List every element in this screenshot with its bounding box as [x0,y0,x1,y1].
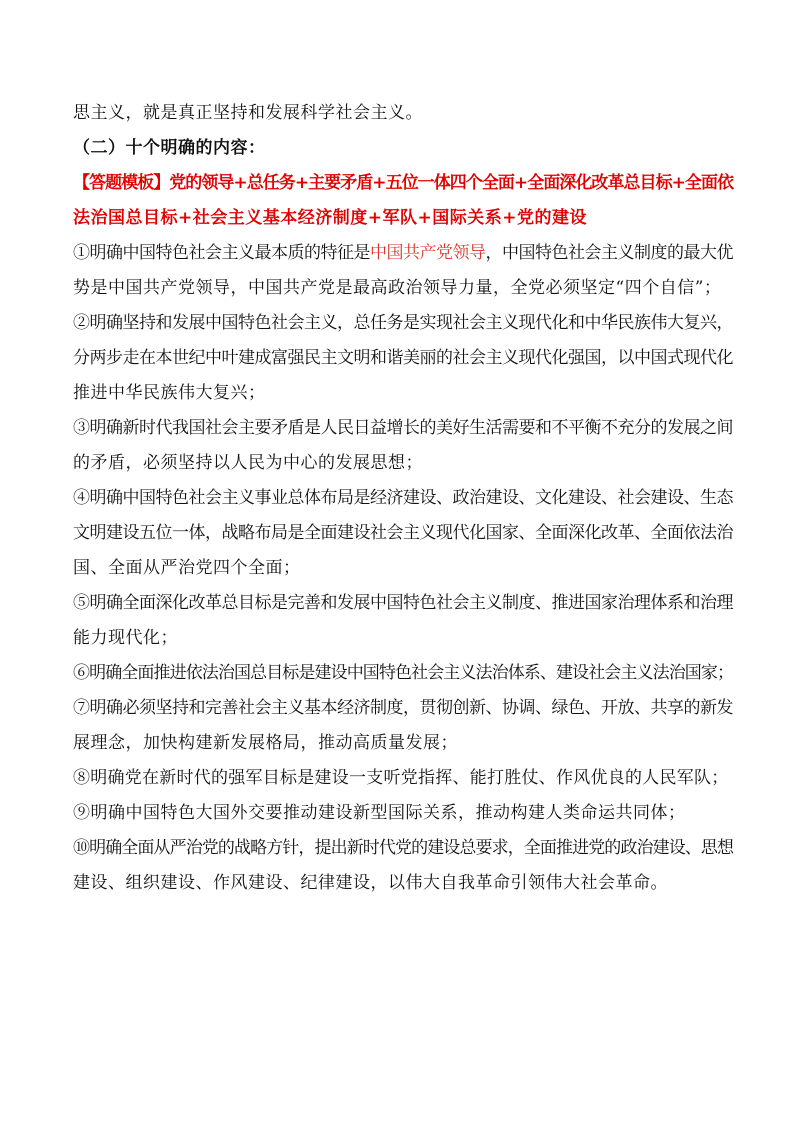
list-item [73,831,733,901]
list-item [73,656,733,691]
list-item [73,761,733,796]
item-line: 推进中华民族伟大复兴； [73,383,266,403]
item-line: ③明确新时代我国社会主要矛盾是人民日益增长的美好生活需要和不平衡不充分的发展之间 [73,418,733,438]
item-line: 能力现代化； [73,628,178,648]
item-line: ⑥明确全面推进依法治国总目标是建设中国特色社会主义法治体系、建设社会主义法治国家； [73,663,733,683]
intro-tail-text: 思主义，就是真正坚持和发展科学社会主义。 [73,103,423,123]
list-item [73,306,733,411]
item-line: ⑤明确全面深化改革总目标是完善和发展中国特色社会主义制度、推进国家治理体系和治理 [73,593,733,613]
item-line: 分两步走在本世纪中叶建成富强民主文明和谐美丽的社会主义现代化强国，以中国式现代化 [73,348,733,368]
list-item [73,796,733,831]
item-line: 势是中国共产党领导，中国共产党是最高政治领导力量，全党必须坚定“四个自信”； [73,278,722,298]
item-text: ①明确中国特色社会主义最本质的特征是 [73,243,370,263]
list-item [73,481,733,586]
item-line: ⑩明确全面从严治党的战略方针，提出新时代党的建设总要求，全面推进党的政治建设、思想 [73,838,733,858]
answer-template-line-2: 法治国总目标+社会主义基本经济制度+军队+国际关系+党的建设 [73,208,587,228]
item-line: ②明确坚持和发展中国特色社会主义，总任务是实现社会主义现代化和中华民族伟大复兴， [73,313,733,333]
item-line: 建设、组织建设、作风建设、纪律建设，以伟大自我革命引领伟大社会革命。 [73,873,668,893]
item-line: 文明建设五位一体，战略布局是全面建设社会主义现代化国家、全面深化改革、全面依法治 [73,523,733,543]
item-line [73,236,733,271]
list-item [73,411,733,481]
highlight-text: 中国共产党领导 [370,243,486,263]
list-item [73,586,733,656]
item-line: ⑨明确中国特色大国外交要推动建设新型国际关系，推动构建人类命运共同体； [73,803,686,823]
item-text: ，中国特色社会主义制度的最大优 [485,243,733,263]
document-body [73,96,733,901]
item-line: ④明确中国特色社会主义事业总体布局是经济建设、政治建设、文化建设、社会建设、生态 [73,488,733,508]
item-line: ⑦明确必须坚持和完善社会主义基本经济制度，贯彻创新、协调、绿色、开放、共享的新发 [73,698,733,718]
section-heading: （二）十个明确的内容： [73,138,266,158]
item-line: 展理念，加快构建新发展格局，推动高质量发展； [73,733,458,753]
item-line: 的矛盾，必须坚持以人民为中心的发展思想； [73,453,423,473]
list-item [73,236,733,306]
item-line: 国、全面从严治党四个全面； [73,558,301,578]
list-item [73,691,733,761]
item-line: ⑧明确党在新时代的强军目标是建设一支听党指挥、能打胜仗、作风优良的人民军队； [73,768,729,788]
answer-template-line-1: 【答题模板】党的领导+总任务+主要矛盾+五位一体四个全面+全面深化改革总目标+全面依 [73,173,733,193]
